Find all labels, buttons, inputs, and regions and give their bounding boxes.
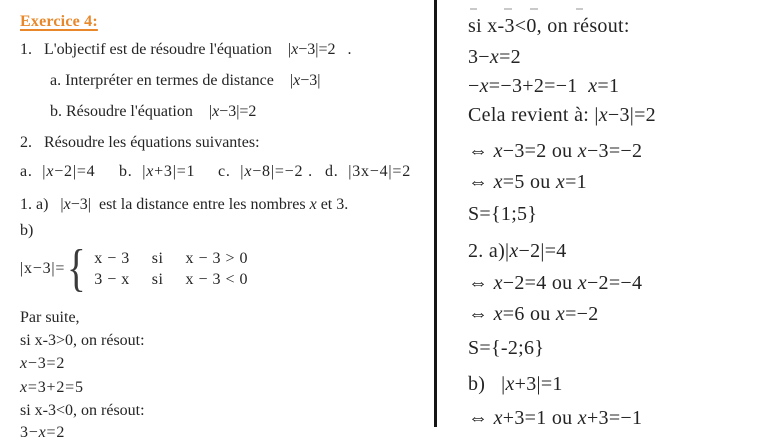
line-answer-1a bbox=[20, 195, 348, 215]
text-segment: x bbox=[38, 424, 47, 441]
text-segment: − bbox=[468, 75, 480, 97]
line-equiv-solutions-2a bbox=[468, 302, 599, 326]
text-segment: x bbox=[489, 46, 500, 68]
text-segment: x bbox=[493, 303, 503, 325]
equation-b bbox=[119, 162, 195, 182]
line-equiv-cases-2a bbox=[468, 271, 642, 295]
line-equiv-cases-1 bbox=[468, 139, 642, 163]
text-segment: −3|=2 bbox=[219, 103, 257, 120]
text-segment: x bbox=[598, 104, 608, 126]
text-segment: ⇔ bbox=[468, 407, 494, 429]
text-segment: x bbox=[493, 272, 503, 294]
text-segment: ⇔ bbox=[468, 303, 494, 325]
line-3-minus-x bbox=[468, 45, 521, 69]
piecewise-lhs: |x−3|= bbox=[20, 260, 66, 277]
text-segment: si x-3<0, on résout: bbox=[468, 15, 630, 37]
line-par-suite bbox=[20, 308, 80, 328]
text-segment: x bbox=[509, 240, 519, 262]
text-segment: a. | bbox=[20, 163, 47, 180]
line-cela-revient bbox=[468, 103, 656, 127]
text-segment: −3=−2 bbox=[586, 140, 643, 162]
text-segment: x bbox=[577, 407, 587, 429]
text-segment: x bbox=[493, 140, 503, 162]
case-2-expr: 3 − x bbox=[94, 270, 130, 288]
text-segment: b) bbox=[20, 222, 34, 239]
equation-a bbox=[20, 162, 95, 182]
text-segment: et 3. bbox=[316, 196, 349, 213]
text-segment: −2=4 ou bbox=[502, 272, 578, 294]
text-segment: 2. a)| bbox=[468, 240, 510, 262]
text-segment: si x-3<0, on résout: bbox=[20, 402, 145, 419]
text-segment: b) | bbox=[468, 373, 506, 395]
text-segment: −2|=4 bbox=[54, 163, 96, 180]
line-case-negative-right bbox=[468, 14, 630, 38]
text-segment: 1. a) | bbox=[20, 196, 64, 213]
text-segment: 3− bbox=[20, 424, 39, 441]
text-segment: x bbox=[293, 72, 301, 89]
text-segment: =2 bbox=[499, 46, 521, 68]
column-divider-line bbox=[434, 0, 437, 427]
text-segment: x bbox=[309, 196, 317, 213]
clipped-text-fragment bbox=[470, 8, 477, 10]
text-segment: =−2 bbox=[565, 303, 599, 325]
left-column bbox=[20, 0, 425, 441]
line-2b-equation bbox=[468, 372, 563, 396]
text-segment: x bbox=[577, 140, 587, 162]
text-segment: S={-2;6} bbox=[468, 337, 545, 359]
clipped-text-fragment bbox=[576, 8, 583, 10]
text-segment: =1 bbox=[565, 171, 587, 193]
text-segment: b. Résoudre l'équation | bbox=[50, 103, 213, 120]
line-equiv-solutions-1 bbox=[468, 170, 587, 194]
text-segment: x bbox=[63, 196, 71, 213]
left-brace: { bbox=[67, 240, 86, 297]
case-1-cond: x − 3 > 0 bbox=[185, 249, 248, 267]
text-segment: 2. Résoudre les équations suivantes: bbox=[20, 134, 260, 151]
text-segment: x bbox=[244, 163, 253, 180]
line-item-b-solve bbox=[50, 102, 256, 122]
text-segment: x bbox=[577, 272, 587, 294]
text-segment: −3| est la distance entre les nombres bbox=[70, 196, 310, 213]
case-1-expr: x − 3 bbox=[94, 249, 130, 267]
text-segment: a. Interpréter en termes de distance | bbox=[50, 72, 294, 89]
text-segment: x bbox=[20, 379, 28, 396]
text-segment: S={1;5} bbox=[468, 203, 538, 225]
line-solution-set-1 bbox=[468, 202, 537, 226]
case-2-si: si bbox=[151, 270, 164, 288]
equations-row bbox=[20, 162, 425, 182]
text-segment: +3|=1 bbox=[514, 373, 563, 395]
text-segment: −2=−4 bbox=[586, 272, 643, 294]
text-segment: d. |3x−4|=2 bbox=[325, 163, 412, 180]
clipped-text-fragment bbox=[530, 8, 538, 10]
line-objective bbox=[20, 40, 351, 60]
text-segment: ⇔ bbox=[468, 171, 494, 193]
line-item-a-interpret bbox=[50, 71, 320, 91]
text-segment: −3=2 bbox=[27, 355, 66, 372]
text-segment: b. | bbox=[119, 163, 147, 180]
text-segment: −3|=2 . bbox=[298, 41, 352, 58]
text-segment: −8|=−2 . bbox=[252, 163, 313, 180]
text-segment: =6 ou bbox=[502, 303, 556, 325]
text-segment: 3− bbox=[468, 46, 490, 68]
text-segment: +3=−1 bbox=[586, 407, 643, 429]
text-segment: x bbox=[212, 103, 220, 120]
text-segment: Par suite, bbox=[20, 309, 80, 326]
text-segment: −3| bbox=[300, 72, 321, 89]
right-column bbox=[468, 0, 758, 427]
equation-d bbox=[325, 162, 411, 182]
text-segment: c. | bbox=[218, 163, 245, 180]
clipped-text-fragment bbox=[504, 8, 512, 10]
text-segment: x bbox=[20, 355, 28, 372]
text-segment: x bbox=[493, 407, 503, 429]
line-case-positive bbox=[20, 331, 145, 351]
line-question-2 bbox=[20, 133, 260, 153]
text-segment: si x-3>0, on résout: bbox=[20, 332, 145, 349]
line-eq-x-equals-5 bbox=[20, 378, 84, 398]
text-segment: x bbox=[505, 373, 515, 395]
text-segment: +3|=1 bbox=[154, 163, 196, 180]
exercise-title: Exercice 4: bbox=[20, 13, 98, 30]
piecewise-cases bbox=[94, 249, 248, 290]
piecewise-definition bbox=[20, 240, 248, 297]
text-segment: x bbox=[588, 75, 598, 97]
text-segment: ⇔ bbox=[468, 272, 494, 294]
text-segment: ⇔ bbox=[468, 140, 494, 162]
line-answer-1b-label bbox=[20, 221, 33, 241]
line-solution-set-2a bbox=[468, 336, 544, 360]
text-segment: x bbox=[555, 303, 566, 325]
case-1-si: si bbox=[151, 249, 164, 267]
text-segment: =5 ou bbox=[502, 171, 556, 193]
text-segment: x bbox=[479, 75, 489, 97]
text-segment: +3=1 ou bbox=[502, 407, 578, 429]
line-case-negative bbox=[20, 401, 145, 421]
text-segment: =1 bbox=[597, 75, 620, 97]
text-segment: x bbox=[46, 163, 55, 180]
text-segment: −2|=4 bbox=[518, 240, 567, 262]
case-2-cond: x − 3 < 0 bbox=[185, 270, 248, 288]
text-segment: =3+2=5 bbox=[27, 379, 84, 396]
line-eq-x-minus-3 bbox=[20, 354, 65, 374]
line-clipped-bottom bbox=[20, 423, 65, 443]
text-segment: =−3+2=−1 bbox=[488, 75, 589, 97]
line-minus-x-solution bbox=[468, 74, 619, 98]
text-segment: x bbox=[493, 171, 503, 193]
text-segment: −3=2 ou bbox=[502, 140, 578, 162]
line-2a-equation bbox=[468, 239, 567, 263]
equation-c bbox=[218, 162, 313, 182]
text-segment: −3|=2 bbox=[607, 104, 656, 126]
text-segment: x bbox=[146, 163, 155, 180]
text-segment: x bbox=[291, 41, 299, 58]
text-segment: x bbox=[555, 171, 566, 193]
text-segment: =2 bbox=[46, 424, 66, 441]
line-equiv-cases-2b bbox=[468, 406, 642, 430]
text-segment: Cela revient à: | bbox=[468, 104, 599, 126]
text-segment: 1. L'objectif est de résoudre l'équation | bbox=[20, 41, 292, 58]
